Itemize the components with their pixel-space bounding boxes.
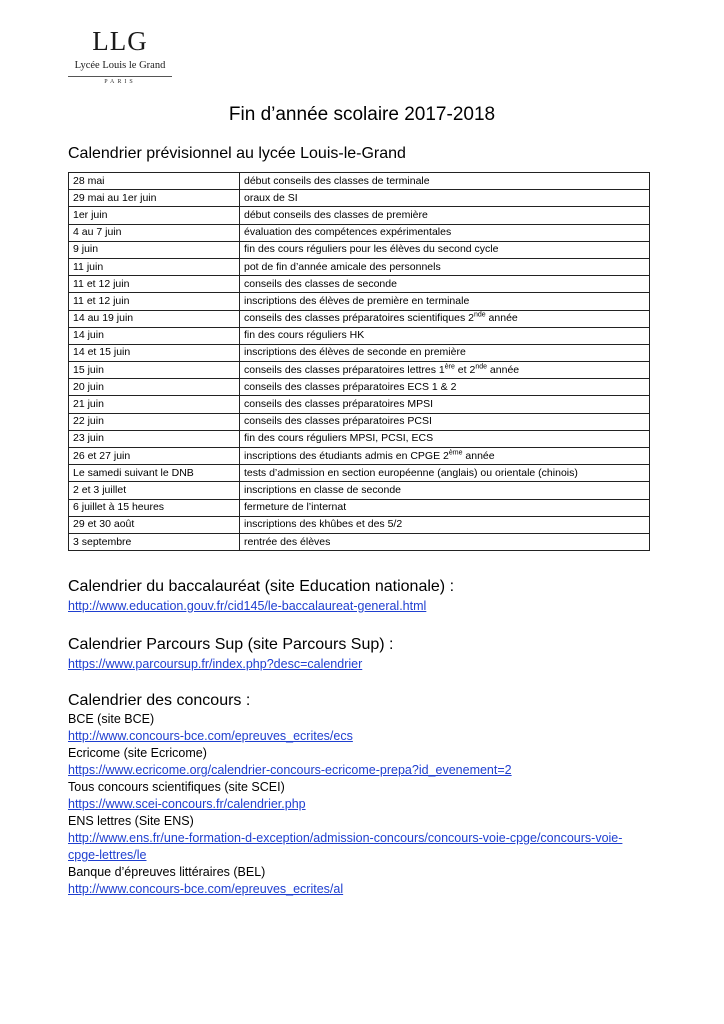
page-title: Fin d’année scolaire 2017-2018 [228, 104, 496, 125]
calendar-date-cell: 1er juin [69, 207, 240, 224]
calendar-date-cell: 29 mai au 1er juin [69, 190, 240, 207]
ordinal-superscript: nde [475, 363, 488, 371]
event-text-part: conseils des classes préparatoires scientifiques 2 [244, 312, 474, 325]
table-row [69, 465, 650, 482]
calendar-event-cell: fin des cours réguliers HK [240, 327, 650, 344]
calendar-date-cell: 15 juin [69, 362, 240, 379]
table-row [69, 344, 650, 361]
calendar-date-cell: 3 septembre [69, 533, 240, 550]
event-text-part: année [487, 363, 520, 376]
calendar-date-cell: 14 au 19 juin [69, 310, 240, 327]
calendar-event-cell: inscriptions des élèves de première en terminale [240, 293, 650, 310]
ordinal-superscript: ème [448, 449, 463, 457]
calendar-event-cell: inscriptions en classe de seconde [240, 482, 650, 499]
table-row [69, 241, 650, 258]
calendar-event-cell: conseils des classes préparatoires MPSI [240, 396, 650, 413]
table-row [69, 190, 650, 207]
calendar-event-cell: conseils des classes préparatoires ECS 1 & 2 [240, 379, 650, 396]
table-row [69, 516, 650, 533]
calendar-event-cell [240, 362, 650, 379]
parcoursup-section [68, 656, 362, 673]
bel-link[interactable]: http://www.concours-bce.com/epreuves_ecrites/al [68, 882, 344, 896]
calendar-event-cell: fin des cours réguliers MPSI, PCSI, ECS [240, 430, 650, 447]
calendar-date-cell: 21 juin [69, 396, 240, 413]
calendar-date-cell: 22 juin [69, 413, 240, 430]
calendar-event-cell: rentrée des élèves [240, 533, 650, 550]
event-text-part: conseils des classes préparatoires lettres 1 [244, 363, 445, 376]
table-row [69, 362, 650, 379]
ens-link-line-2[interactable]: cpge-lettres/le [68, 848, 147, 862]
bac-link[interactable]: http://www.education.gouv.fr/cid145/le-baccalaureat-general.html [68, 599, 427, 613]
table-row [69, 499, 650, 516]
ordinal-superscript: ère [444, 363, 455, 371]
ordinal-superscript: nde [473, 311, 486, 319]
calendar-event-cell: tests d’admission en section européenne (anglais) ou orientale (chinois) [240, 465, 650, 482]
logo-mark: LLG [92, 26, 148, 56]
calendar-event-cell: début conseils des classes de première [240, 207, 650, 224]
ecricome-label: Ecricome (site Ecricome) [68, 746, 207, 760]
table-row [69, 258, 650, 275]
table-row [69, 379, 650, 396]
calendar-event-cell: conseils des classes de seconde [240, 276, 650, 293]
bce-link[interactable]: http://www.concours-bce.com/epreuves_ecrites/ecs [68, 729, 353, 743]
calendar-event-cell: conseils des classes préparatoires PCSI [240, 413, 650, 430]
concours-section [68, 711, 622, 898]
calendar-date-cell: 20 juin [69, 379, 240, 396]
calendar-date-cell: 23 juin [69, 430, 240, 447]
table-row [69, 482, 650, 499]
school-logo [62, 26, 178, 87]
calendar-date-cell: Le samedi suivant le DNB [69, 465, 240, 482]
calendar-date-cell: 28 mai [69, 173, 240, 190]
calendar-date-cell: 9 juin [69, 241, 240, 258]
calendar-date-cell: 14 et 15 juin [69, 344, 240, 361]
concours-heading: Calendrier des concours : [68, 692, 251, 709]
calendar-event-cell: inscriptions des élèves de seconde en première [240, 344, 650, 361]
event-text-part: année [462, 449, 495, 462]
calendar-event-cell [240, 310, 650, 327]
calendar-date-cell: 2 et 3 juillet [69, 482, 240, 499]
calendar-event-cell: évaluation des compétences expérimentales [240, 224, 650, 241]
calendar-date-cell: 26 et 27 juin [69, 448, 240, 465]
calendar-event-cell: début conseils des classes de terminale [240, 173, 650, 190]
calendar-event-cell: fermeture de l’internat [240, 499, 650, 516]
table-row [69, 396, 650, 413]
table-row [69, 207, 650, 224]
calendar-date-cell: 11 et 12 juin [69, 293, 240, 310]
calendar-date-cell: 11 et 12 juin [69, 276, 240, 293]
table-row [69, 430, 650, 447]
ens-link-line-1[interactable]: http://www.ens.fr/une-formation-d-exception/admission-concours/concours-voie-cpge/concours-voie- [68, 831, 623, 845]
calendar-table [68, 172, 650, 551]
table-row [69, 293, 650, 310]
parcoursup-link[interactable]: https://www.parcoursup.fr/index.php?desc=calendrier [68, 657, 363, 671]
scei-label: Tous concours scientifiques (site SCEI) [68, 780, 285, 794]
event-text-part: et 2 [454, 363, 476, 376]
calendar-heading: Calendrier prévisionnel au lycée Louis-le-Grand [68, 145, 406, 162]
table-row [69, 448, 650, 465]
calendar-table-body [69, 173, 650, 551]
table-row [69, 276, 650, 293]
calendar-date-cell: 11 juin [69, 258, 240, 275]
calendar-event-cell: oraux de SI [240, 190, 650, 207]
bel-label: Banque d’épreuves littéraires (BEL) [68, 865, 266, 879]
bac-heading: Calendrier du baccalauréat (site Education nationale) : [68, 578, 455, 595]
calendar-date-cell: 4 au 7 juin [69, 224, 240, 241]
calendar-event-cell: fin des cours réguliers pour les élèves du second cycle [240, 241, 650, 258]
table-row [69, 533, 650, 550]
table-row [69, 173, 650, 190]
table-row [69, 224, 650, 241]
table-row [69, 413, 650, 430]
scei-link[interactable]: https://www.scei-concours.fr/calendrier.php [68, 797, 306, 811]
table-row [69, 310, 650, 327]
logo-city: PARIS [104, 79, 136, 85]
calendar-date-cell: 14 juin [69, 327, 240, 344]
table-row [69, 327, 650, 344]
parcoursup-heading: Calendrier Parcours Sup (site Parcours Sup) : [68, 636, 394, 653]
calendar-event-cell [240, 448, 650, 465]
ens-label: ENS lettres (Site ENS) [68, 814, 194, 828]
calendar-date-cell: 6 juillet à 15 heures [69, 499, 240, 516]
event-text-part: inscriptions des étudiants admis en CPGE 2 [244, 449, 449, 462]
bac-section [68, 598, 426, 615]
logo-school-name: Lycée Louis le Grand [74, 60, 166, 71]
ecricome-link[interactable]: https://www.ecricome.org/calendrier-concours-ecricome-prepa?id_evenement=2 [68, 763, 512, 777]
event-text-part: année [485, 312, 518, 325]
calendar-event-cell: inscriptions des khûbes et des 5/2 [240, 516, 650, 533]
bce-label: BCE (site BCE) [68, 712, 155, 726]
calendar-date-cell: 29 et 30 août [69, 516, 240, 533]
calendar-event-cell: pot de fin d’année amicale des personnels [240, 258, 650, 275]
